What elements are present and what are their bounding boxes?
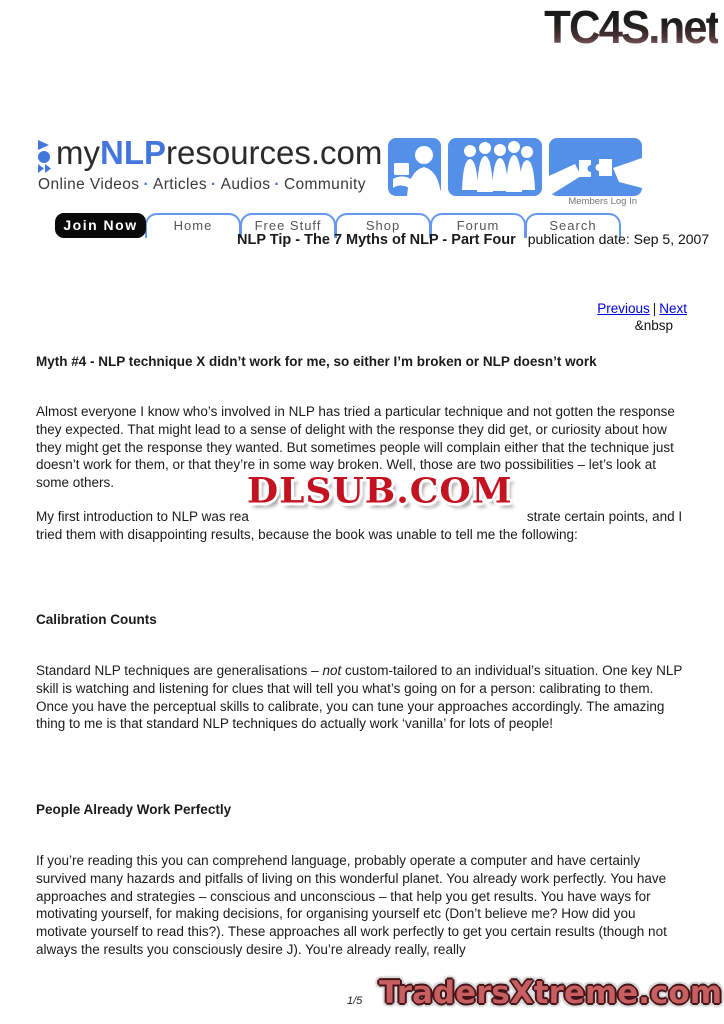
dot-separator: · [274, 176, 280, 193]
tab-search[interactable]: Search [525, 213, 621, 238]
page-indicator: 1/5 [347, 995, 363, 1007]
dot-separator: · [143, 176, 149, 193]
people-heading: People Already Work Perfectly [36, 802, 232, 817]
next-link[interactable]: Next [659, 301, 687, 316]
article-title-line [237, 231, 709, 248]
paragraph-3-end: custom-tailored to an individual’s situation. One key NLP skill is watching and listening for clues that will tell you what’s going on for a person: calibrating to them. Once you have the perceptual skills to calibrate, you can tune your approaches accordingly. The amazing thing to me is that standard NLP techniques do actually work ‘vanilla’ for lots of people! [36, 663, 683, 732]
paragraph-1: Almost everyone I know who’s involved in NLP has tried a particular technique and not gotten the response they expected. That might lead to a sense of delight with the response they did get, or curiosity about how they might get the response they wanted. But sometimes people will complain either that the technique just doesn’t work for them, or that they’re in some way broken. Well, those are two possibilities – let’s look at some others. [36, 404, 675, 491]
community-group-tile [448, 138, 542, 196]
gift-presenter-tile [388, 138, 441, 196]
paragraph-4: If you’re reading this you can comprehend language, probably operate a computer and have certainly survived many hazards and pitfalls of living on this wonderful planet. You already work perfectly. You have approaches and strategies – conscious and unconscious – that help you get results. You have ways for motivating yourself, for making decisions, for organising yourself etc (Don’t believe me? How did you motivate yourself to read this?). These approaches all work perfectly to get you certain results (though not always the results you consciously desire J). You’re already really, really [36, 853, 667, 957]
header-image-strip [388, 138, 642, 196]
tab-free-stuff[interactable]: Free Stuff [240, 213, 336, 238]
logo-wordmark [56, 136, 382, 170]
logo-nlp: NLP [100, 134, 166, 171]
pager-separator: | [652, 301, 657, 316]
calibration-heading: Calibration Counts [36, 612, 157, 627]
paragraph-2-end: strate certain points, and I tried them with disappointing results, because the book was unable to tell me the following: [36, 509, 683, 542]
previous-link[interactable]: Previous [597, 301, 650, 316]
nbsp-literal-text: &nbsp [634, 318, 673, 333]
paragraph-2-start: My first introduction to NLP was rea [36, 509, 249, 524]
tab-home[interactable]: Home [145, 213, 241, 238]
tc4s-watermark: TC4S.net [543, 1, 718, 53]
puzzle-hands-tile [549, 138, 642, 196]
members-login-link[interactable]: Members Log In [568, 196, 637, 207]
dlsub-watermark: DLSUB.COM [246, 470, 513, 512]
myth4-heading: Myth #4 - NLP technique X didn’t work for me, so either I’m broken or NLP doesn’t work [36, 354, 597, 369]
tradersxtreme-watermark: TradersXtreme.com [378, 975, 722, 1011]
tagline-item: Online Videos [38, 176, 140, 193]
article-title: NLP Tip - The 7 Myths of NLP - Part Four [237, 232, 516, 248]
logo-prefix: my [56, 134, 100, 171]
pager [597, 301, 687, 333]
publication-date: publication date: Sep 5, 2007 [527, 231, 710, 247]
join-now-button[interactable]: Join Now [55, 213, 146, 238]
tab-shop[interactable]: Shop [335, 213, 431, 238]
tagline-item: Articles [153, 176, 208, 193]
logo-suffix: resources.com [166, 134, 383, 171]
logo-play-icon [38, 140, 53, 173]
tab-forum[interactable]: Forum [430, 213, 526, 238]
paragraph-2 [36, 470, 688, 544]
tagline-item: Audios [220, 176, 271, 193]
paragraph-3-start: Standard NLP techniques are generalisations – [36, 663, 323, 678]
dlsub-watermark-slot [246, 470, 527, 521]
paragraph-3 [36, 662, 688, 733]
dot-separator: · [211, 176, 217, 193]
tagline-item: Community [283, 176, 366, 193]
paragraph-3-italic: not [322, 663, 342, 678]
